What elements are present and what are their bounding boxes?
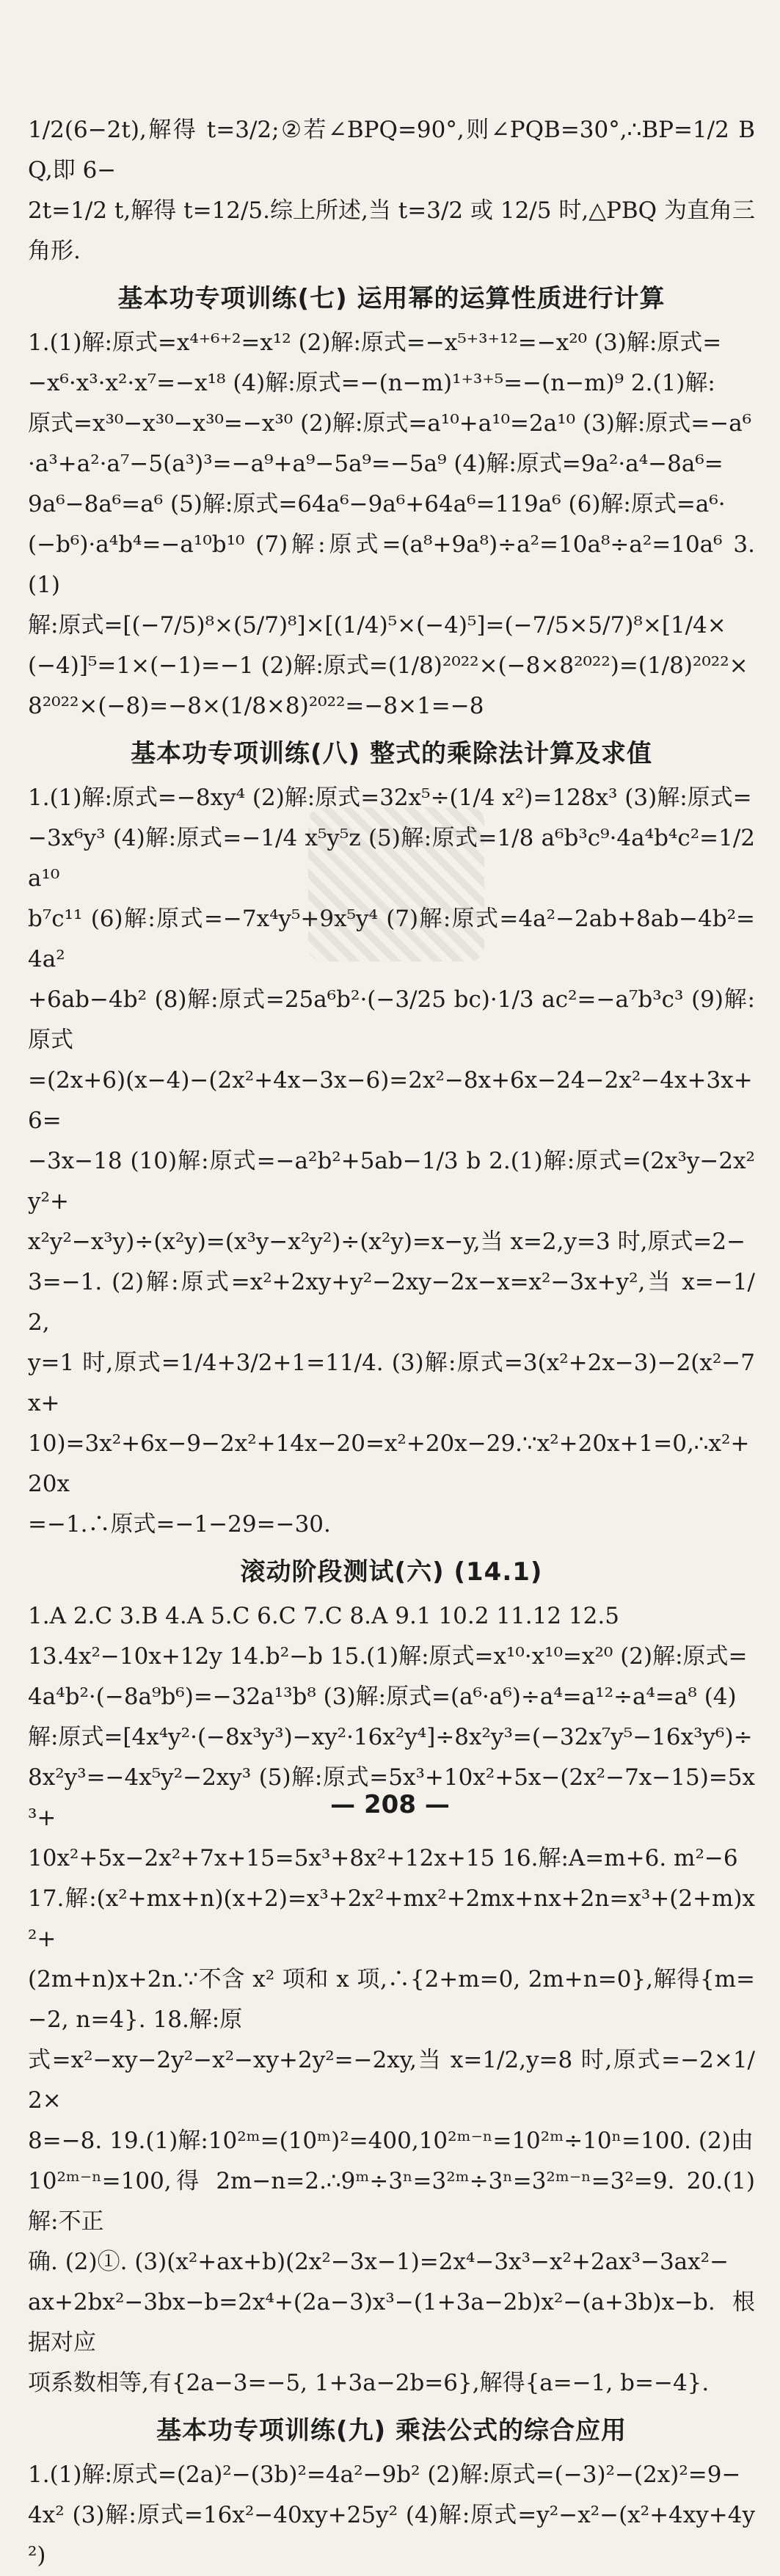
para-section-9 <box>28 2455 755 2576</box>
text-line: 1/2(6−2t),解得 t=3/2;②若∠BPQ=90°,则∠PQB=30°,∴BP=1/2 BQ,即 6− <box>28 117 755 183</box>
text-line: 1.A 2.C 3.B 4.A 5.C 6.C 7.C 8.A 9.1 10.2 11.12 12.5 <box>28 1603 619 1629</box>
text-line: 式=x²−xy−2y²−x²−xy+2y²=−2xy,当 x=1/2,y=8 时,原式=−2×1/2× <box>28 2047 755 2114</box>
text-line: 原式=x³⁰−x³⁰−x³⁰=−x³⁰ (2)解:原式=a¹⁰+a¹⁰=2a¹⁰ (3)解:原式=−a⁶ <box>28 410 752 437</box>
text-line: =(2x+6)(x−4)−(2x²+4x−3x−6)=2x²−8x+6x−24−2x²−4x+3x+6= <box>28 1067 753 1134</box>
text-line: 9a⁶−8a⁶=a⁶ (5)解:原式=64a⁶−9a⁶+64a⁶=119a⁶ (6)解:原式=a⁶· <box>28 491 726 517</box>
text-line: −3x⁶y³ (4)解:原式=−1/4 x⁵y⁵z (5)解:原式=1/8 a⁶b³c⁹·4a⁴b⁴c²=1/2 a¹⁰ <box>28 825 755 892</box>
text-line: 1.(1)解:原式=(2a)²−(3b)²=4a²−9b² (2)解:原式=(−3)²−(2x)²=9− <box>28 2462 741 2488</box>
text-line: ax+2bx²−3bx−b=2x⁴+(2a−3)x³−(1+3a−2b)x²−(a+3b)x−b.根据对应 <box>28 2289 755 2356</box>
para-section-7 <box>28 323 755 727</box>
text-line: 10²ᵐ⁻ⁿ=100,得 2m−n=2.∴9ᵐ÷3ⁿ=3²ᵐ÷3ⁿ=3²ᵐ⁻ⁿ=3²=9. 20.(1)解:不正 <box>28 2168 755 2235</box>
text-line: 1.(1)解:原式=x⁴⁺⁶⁺²=x¹² (2)解:原式=−x⁵⁺³⁺¹²=−x²⁰ (3)解:原式= <box>28 330 722 356</box>
text-line: 2t=1/2 t,解得 t=12/5.综上所述,当 t=3/2 或 12/5 时,△PBQ 为直角三角形. <box>28 197 755 264</box>
text-line: 4a⁴b²·(−8a⁹b⁶)=−32a¹³b⁸ (3)解:原式=(a⁶·a⁶)÷a⁴=a¹²÷a⁴=a⁸ (4) <box>28 1684 737 1710</box>
page-number: — 208 — <box>330 1790 450 1819</box>
text-line: 8=−8. 19.(1)解:10²ᵐ=(10ᵐ)²=400,10²ᵐ⁻ⁿ=10²ᵐ÷10ⁿ=100. (2)由 <box>28 2128 754 2154</box>
text-line: b⁷c¹¹ (6)解:原式=−7x⁴y⁵+9x⁵y⁴ (7)解:原式=4a²−2ab+8ab−4b²=4a² <box>28 906 755 972</box>
watermark-logo <box>308 807 484 961</box>
section-heading: 基本功专项训练(八) 整式的乘除法计算及求值 <box>131 739 652 768</box>
text-line: 解:原式=[(−7/5)⁸×(5/7)⁸]×[(1/4)⁵×(−4)⁵]=(−7/5×5/7)⁸×[1/4× <box>28 612 726 638</box>
text-line: +6ab−4b² (8)解:原式=25a⁶b²·(−3/25 bc)·1/3 ac²=−a⁷b³c³ (9)解:原式 <box>28 986 755 1053</box>
text-line: y=1 时,原式=1/4+3/2+1=11/4. (3)解:原式=3(x²+2x−3)−2(x²−7x+ <box>28 1350 755 1416</box>
text-line: 1.(1)解:原式=−8xy⁴ (2)解:原式=32x⁵÷(1/4 x²)=128x³ (3)解:原式= <box>28 785 752 811</box>
para-test-6 <box>28 1596 755 2404</box>
section-heading: 滚动阶段测试(六) (14.1) <box>240 1557 543 1587</box>
text-line: 4x² (3)解:原式=16x²−40xy+25y² (4)解:原式=y²−x²−(x²+4xy+4y²) <box>28 2502 755 2569</box>
text-line: 确. (2)①. (3)(x²+ax+b)(2x²−3x−1)=2x⁴−3x³−x²+2ax³−3ax²− <box>28 2249 729 2275</box>
text-line: (2m+n)x+2n.∵不含 x² 项和 x 项,∴{2+m=0, 2m+n=0},解得{m=−2, n=4}. 18.解:原 <box>28 1966 755 2033</box>
text-line: 8x²y³=−4x⁵y²−2xy³ (5)解:原式=5x³+10x²+5x−(2x²−7x−15)=5x³+ <box>28 1764 755 1831</box>
text-line: =−1.∴原式=−1−29=−30. <box>28 1511 331 1538</box>
section-heading: 基本功专项训练(九) 乘法公式的综合应用 <box>156 2416 627 2445</box>
text-line: 10)=3x²+6x−9−2x²+14x−20=x²+20x−29.∵x²+20x+1=0,∴x²+20x <box>28 1430 750 1497</box>
text-line: 解:原式=[4x⁴y²·(−8x³y³)−xy²·16x²y⁴]÷8x²y³=(−32x⁷y⁵−16x³y⁶)÷ <box>28 1724 753 1750</box>
text-line: 10x²+5x−2x²+7x+15=5x³+8x²+12x+15 16.解:A=m+6. m²−6 <box>28 1845 738 1871</box>
text-line: −3x−18 (10)解:原式=−a²b²+5ab−1/3 b 2.(1)解:原式=(2x³y−2x²y²+ <box>28 1148 755 1215</box>
para-intro <box>28 110 755 272</box>
text-line: −x⁶·x³·x²·x⁷=−x¹⁸ (4)解:原式=−(n−m)¹⁺³⁺⁵=−(n−m)⁹ 2.(1)解: <box>28 370 715 396</box>
text-line: 项系数相等,有{2a−3=−5, 1+3a−2b=6},解得{a=−1, b=−4}. <box>28 2370 710 2396</box>
text-line: (−b⁶)·a⁴b⁴=−a¹⁰b¹⁰ (7)解:原式=(a⁸+9a⁸)÷a²=10a⁸÷a²=10a⁶ 3.(1) <box>28 531 755 598</box>
text-line: (−4)]⁵=1×(−1)=−1 (2)解:原式=(1/8)²⁰²²×(−8×8²⁰²²)=(1/8)²⁰²²× <box>28 652 748 679</box>
text-line: 8²⁰²²×(−8)=−8×(1/8×8)²⁰²²=−8×1=−8 <box>28 693 484 719</box>
text-line: 3=−1. (2)解:原式=x²+2xy+y²−2xy−2x−x=x²−3x+y²,当 x=−1/2, <box>28 1269 755 1336</box>
text-line: 13.4x²−10x+12y 14.b²−b 15.(1)解:原式=x¹⁰·x¹⁰=x²⁰ (2)解:原式= <box>28 1643 748 1670</box>
text-line: x²y²−x³y)÷(x²y)=(x³y−x²y²)÷(x²y)=x−y,当 x=2,y=3 时,原式=2− <box>28 1229 746 1255</box>
text-line: ·a³+a²·a⁷−5(a³)³=−a⁹+a⁹−5a⁹=−5a⁹ (4)解:原式=9a²·a⁴−8a⁶= <box>28 451 723 477</box>
section-heading: 基本功专项训练(七) 运用幂的运算性质进行计算 <box>117 284 666 313</box>
text-line: 17.解:(x²+mx+n)(x+2)=x³+2x²+mx²+2mx+nx+2n=x³+(2+m)x²+ <box>28 1885 755 1952</box>
